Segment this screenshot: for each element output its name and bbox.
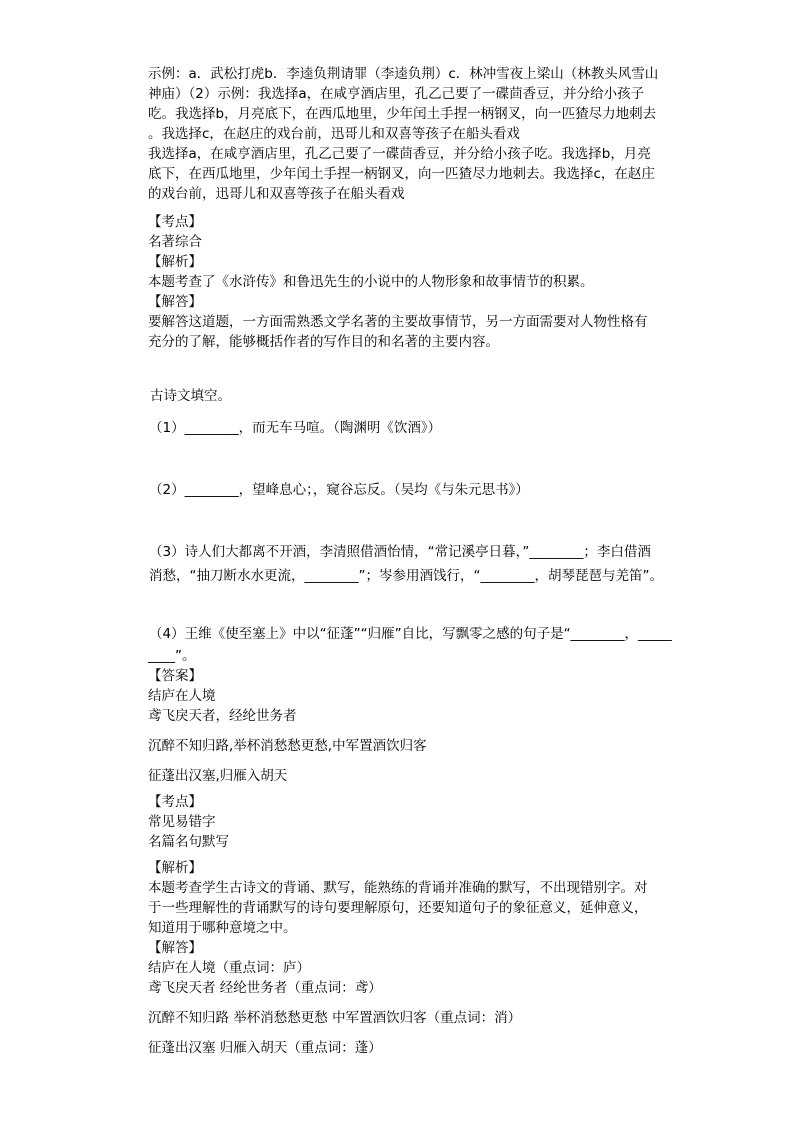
- kaodian-text: 常见易错字: [148, 814, 216, 830]
- question-item-3: （3）诗人们大都离不开酒，李清照借酒怡情，“常记溪亭日暮，”________；李白借酒: [149, 544, 651, 560]
- jiexi-heading: 【解析】: [148, 860, 202, 876]
- answer-item: 征蓬出汉塞,归雁入胡天: [148, 768, 288, 784]
- jieda-line: 鸢飞戾天者 经纶世务者（重点词：鸢）: [148, 980, 382, 996]
- answer-item: 结庐在人境: [148, 688, 216, 704]
- jiexi-line: 本题考查学生古诗文的背诵、默写，能熟练的背诵并准确的默写，不出现错别字。对: [148, 880, 648, 896]
- question-item-2: （2）________，望峰息心；，窥谷忘反。（吴均《与朱元思书》）: [149, 482, 529, 498]
- jieda-heading: 【解答】: [148, 294, 202, 310]
- answer-line: 示例：a．武松打虎b．李逵负荆请罪（李逵负荆）c．林冲雪夜上梁山（林教头风雪山: [148, 66, 659, 82]
- question-item-4-cont: ____”。: [148, 648, 196, 664]
- question-section: [148, 386, 678, 666]
- jieda-heading: 【解答】: [148, 940, 202, 956]
- question-item-3-cont: 消愁，“抽刀断水水更流，________”；岑参用酒饯行，“________，胡琴琵琶与羌笛”。: [149, 568, 663, 584]
- kaodian-text: 名篇名句默写: [148, 834, 229, 850]
- answer-line: 吃。我选择b，月亮底下，在西瓜地里，少年闰土手捏一柄钢叉，向一匹猹尽力地刺去: [148, 106, 657, 122]
- jiexi-line: 知道用于哪种意境之中。: [148, 920, 297, 936]
- answer-item: 沉醉不知归路,举杯消愁愁更愁,中军置酒饮归客: [148, 738, 427, 754]
- question-item-1: （1）________，而无车马喧。（陶渊明《饮酒》）: [149, 420, 442, 436]
- answer-item: 鸢飞戾天者，经纶世务者: [148, 708, 297, 724]
- answer-line: 我选择a，在咸亨酒店里，孔乙己要了一碟茴香豆，并分给小孩子吃。我选择b，月亮: [148, 146, 651, 162]
- daan-heading: 【答案】: [148, 668, 202, 684]
- answer-line: 。我选择c，在赵庄的戏台前，迅哥儿和双喜等孩子在船头看戏: [148, 126, 520, 142]
- answer-line: 神庙）（2）示例：我选择a，在咸亨酒店里，孔乙己要了一碟茴香豆，并分给小孩子: [148, 86, 645, 102]
- question-item-4: （4）王维《使至塞上》中以“征蓬”“归雁”自比，写飘零之感的句子是“________，_____: [149, 626, 672, 642]
- jieda-line: 充分的了解，能够概括作者的写作目的和名著的主要内容。: [148, 334, 499, 350]
- jieda-line: 沉醉不知归路 举杯消愁愁更愁 中军置酒饮归客（重点词：消）: [148, 1010, 522, 1026]
- jieda-line: 要解答这道题，一方面需熟悉文学名著的主要故事情节，另一方面需要对人物性格有: [148, 314, 648, 330]
- answer-line: 底下，在西瓜地里，少年闰土手捏一柄钢叉，向一匹猹尽力地刺去。我选择c，在赵庄: [148, 166, 655, 182]
- jiexi-heading: 【解析】: [148, 254, 202, 270]
- document-page: [148, 64, 678, 1058]
- answer-example-section: [148, 64, 678, 204]
- jiexi-text: 本题考查了《水浒传》和鲁迅先生的小说中的人物形象和故事情节的积累。: [148, 274, 594, 290]
- jiexi-line: 于一些理解性的背诵默写的诗句要理解原句，还要知道句子的象征意义，延伸意义，: [148, 900, 648, 916]
- jieda-line: 结庐在人境（重点词：庐）: [148, 960, 310, 976]
- question-title: 古诗文填空。: [150, 388, 231, 404]
- kaodian-heading: 【考点】: [148, 214, 202, 230]
- kaodian-heading: 【考点】: [148, 794, 202, 810]
- kaodian-text: 名著综合: [148, 234, 202, 250]
- jieda-line: 征蓬出汉塞 归雁入胡天（重点词：蓬）: [148, 1040, 382, 1056]
- answer-line: 的戏台前，迅哥儿和双喜等孩子在船头看戏: [148, 186, 405, 202]
